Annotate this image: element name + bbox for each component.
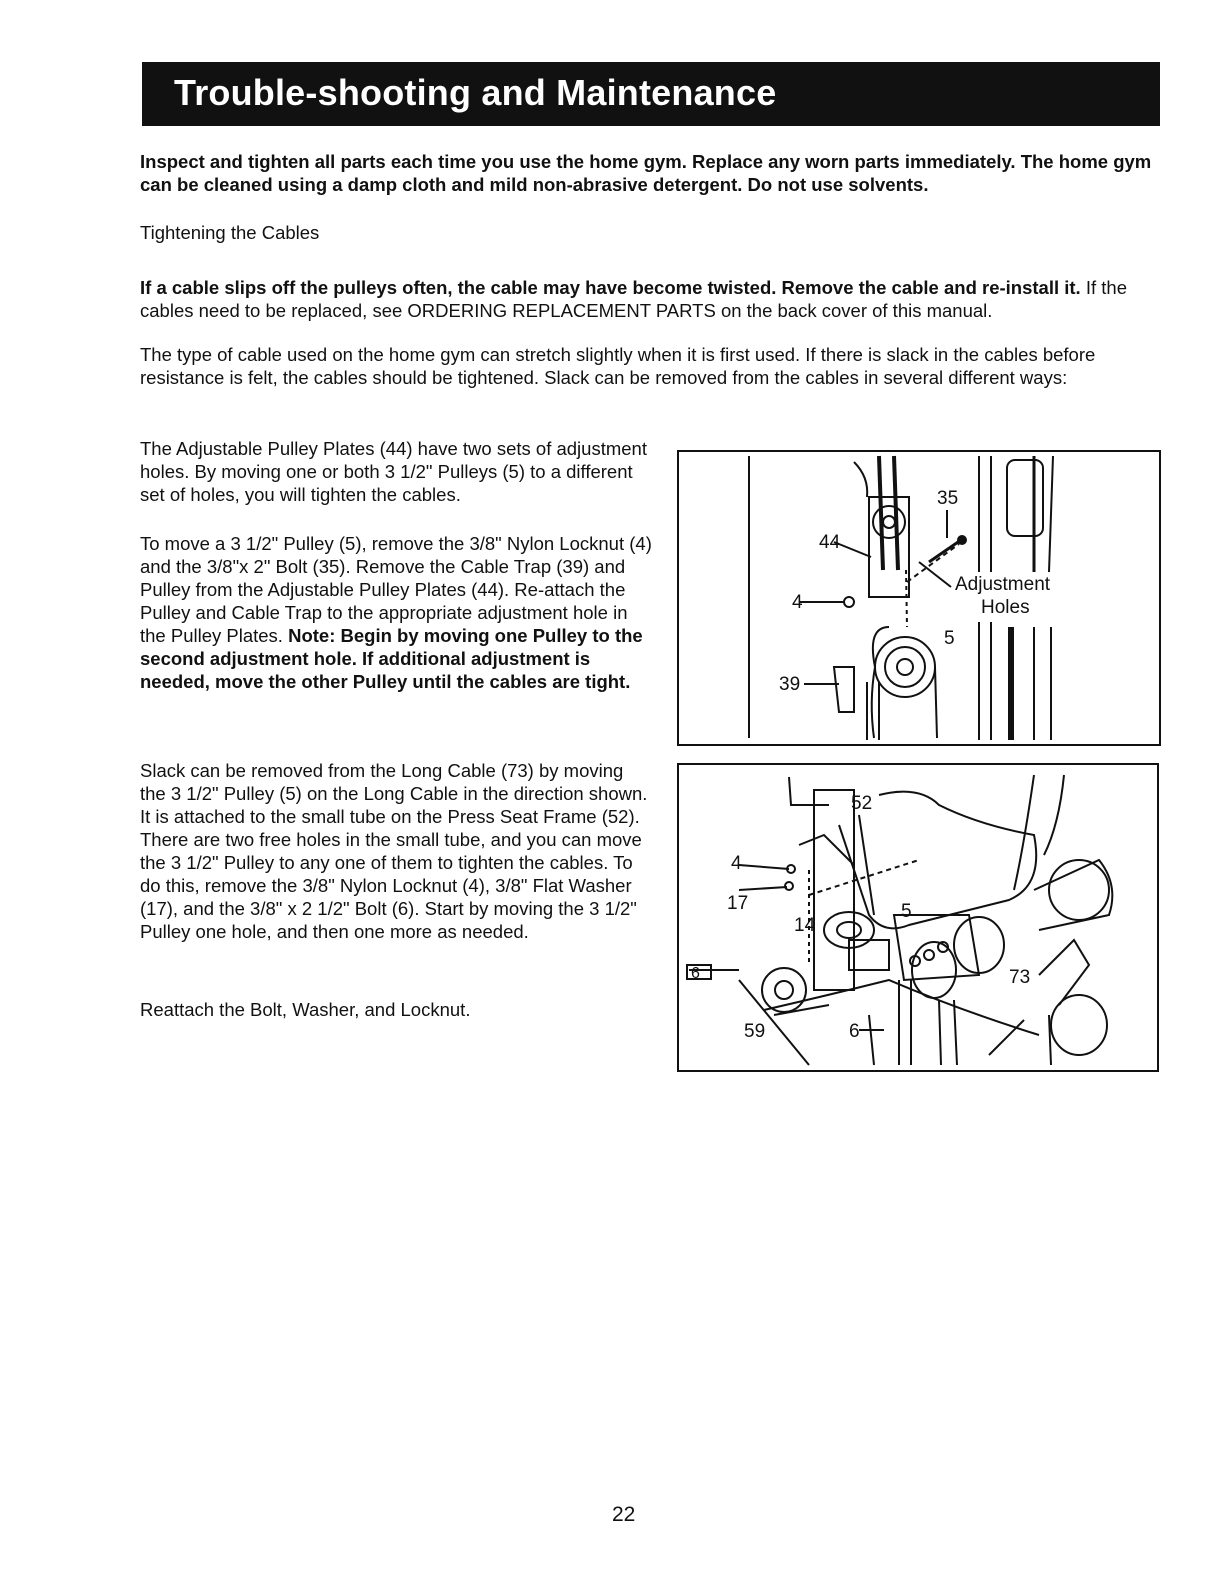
move-pulley-regular: To move a 3 1/2" Pulley (5), remove the 3/8" Nylon Locknut (4) and the 3/8"x 2" Bolt (35). Remove the Cable Trap (39) and Pulley from the Adjustable Pulley Plates (44). Re-attach the Pulley and Cable Trap to the appropriate adjustment hole in the Pulley Plates. — [140, 533, 652, 646]
cable-slip-paragraph — [140, 276, 1160, 322]
callout-4: 4 — [792, 592, 803, 613]
holes-label: Holes — [981, 597, 1030, 618]
callout-17: 17 — [727, 893, 749, 914]
callout-6-left: 6 — [691, 965, 700, 982]
header-banner — [142, 62, 1160, 126]
callout-73: 73 — [1009, 967, 1031, 988]
callout-4: 4 — [731, 853, 742, 874]
pulley-plates-paragraph: The Adjustable Pulley Plates (44) have two sets of adjustment holes. By moving one or both 3 1/2" Pulleys (5) to a different set of holes, you will tighten the cables. — [140, 438, 647, 505]
cable-stretch-paragraph: The type of cable used on the home gym can stretch slightly when it is first used. If there is slack in the cables before resistance is felt, the cables should be tightened. Slack can be removed from the cables in several different ways: — [140, 344, 1096, 388]
callout-35: 35 — [937, 488, 959, 509]
reattach-paragraph: Reattach the Bolt, Washer, and Locknut. — [140, 999, 471, 1020]
long-cable-figure — [677, 763, 1159, 1072]
long-cable-paragraph: Slack can be removed from the Long Cable (73) by moving the 3 1/2" Pulley (5) on the Long Cable in the direction shown. It is attached to the small tube on the Press Seat Frame (52). There are two free holes in the small tube, and you can move the 3 1/2" Pulley to any one of them to tighten the cables. To do this, remove the 3/8" Nylon Locknut (4), 3/8" Flat Washer (17), and the 3/8" x 2 1/2" Bolt (6). Start by moving the 3 1/2" Pulley one hole, and then one more as needed. — [140, 760, 648, 942]
pulley-plates-drawing — [679, 452, 1159, 744]
cable-slip-bold: If a cable slips off the pulleys often, the cable may have become twisted. Remove the cable and re-install it. — [140, 277, 1081, 298]
callout-6-bottom: 6 — [849, 1021, 860, 1042]
tightening-heading: Tightening the Cables — [140, 222, 320, 243]
callout-44: 44 — [819, 532, 841, 553]
move-pulley-note: Note: Begin by moving one Pulley to the second adjustment hole. If additional adjustment is needed, move the other Pulley until the cables are tight. — [140, 625, 643, 692]
callout-14: 14 — [794, 915, 816, 936]
page-title: Trouble-shooting and Maintenance — [174, 72, 777, 113]
adjustment-label: Adjustment — [955, 574, 1051, 595]
pulley-plates-figure — [677, 450, 1161, 746]
move-pulley-paragraph — [140, 532, 652, 693]
callout-5: 5 — [944, 628, 955, 649]
cable-slip-regular: If the cables need to be replaced, see ORDERING REPLACEMENT PARTS on the back cover of this manual. — [140, 277, 1127, 321]
callout-5: 5 — [901, 901, 912, 922]
intro-paragraph: Inspect and tighten all parts each time you use the home gym. Replace any worn parts immediately. The home gym can be cleaned using a damp cloth and mild non-abrasive detergent. Do not use solvents. — [140, 151, 1152, 195]
callout-39: 39 — [779, 674, 801, 695]
callout-59: 59 — [744, 1021, 766, 1042]
callout-52: 52 — [851, 793, 873, 814]
page-number: 22 — [612, 1503, 636, 1526]
